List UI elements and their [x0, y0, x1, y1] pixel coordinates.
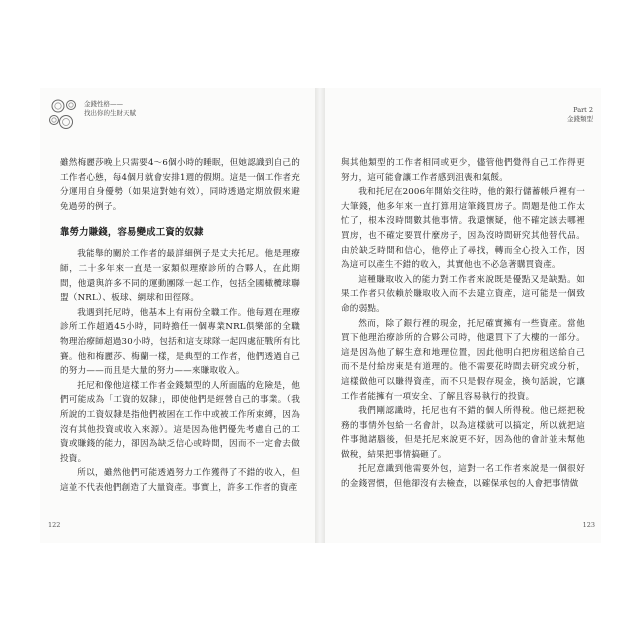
- paragraph: 雖然梅麗莎晚上只需要4～6個小時的睡眠，但她認識到自己的工作者心態，每4個月就會安排1週的假期。這是一個工作者充分運用自身優勢（如果這對她有效），同時透過定期放假來避免過勞的例子。: [60, 158, 300, 212]
- paragraph: 我能舉的關於工作者的最詳細例子是丈夫托尼。他是理療師，二十多年來一直是一家類似理療診所的合夥人，在此期間，他還與許多不同的運動團隊一起工作，包括全國橄欖球聯盟（NRL）、板球、網球和田徑隊。: [60, 249, 300, 304]
- paragraph: 與其他類型的工作者相同或更少，儘管他們覺得自己工作得更努力，這可能會讓工作者感到沮喪和氣餒。: [341, 158, 585, 183]
- section-label: 金錢類型: [567, 115, 593, 123]
- right-page: [325, 88, 601, 543]
- right-body-text: [341, 156, 585, 492]
- page-number: 123: [582, 521, 595, 529]
- paragraph: 這種賺取收入的能力對工作者來說既是優點又是缺點。如果工作者只依賴於賺取收入而不去建立資產，這可能是一個致命的弱點。: [341, 274, 585, 314]
- series-subtitle: 找出你的生財天賦: [84, 109, 136, 117]
- paragraph: 所以，雖然他們可能透過努力工作獲得了不錯的收入，但這並不代表他們創造了大量資產。事實上，許多工作者的資產: [60, 468, 300, 493]
- paragraph: 我遇到托尼時，他基本上有兩份全職工作。他每週在理療診所工作超過45小時，同時擔任一個專業NRL俱樂部的全職物理治療師超過30小時，包括和這支球隊一起四處征戰所有比賽。他和梅麗莎、梅蘭一樣，是典型的工作者，他們透過自己的努力——而且是大量的努力——來賺取收入。: [60, 307, 300, 377]
- left-page: [40, 88, 315, 543]
- book-gutter: [315, 88, 325, 543]
- paragraph: 托尼和像他這樣工作者金錢類型的人所面臨的危險是，他們可能成為「工資的奴隸」，即使他們是經營自己的事業。（我所說的工資奴隸是指他們被困在工作中或被工作所束縛，因為沒有其他投資或收入來源）。這是因為他們優先考慮自己的工資或賺錢的能力，卻因為缺乏信心或時間，因而不一定會去做投資。: [60, 380, 300, 464]
- left-body-text: [60, 156, 300, 495]
- part-label: Part 2: [573, 106, 593, 114]
- section-heading: 靠勞力賺錢，容易變成工資的奴隸: [60, 227, 204, 239]
- running-header: [84, 100, 136, 118]
- paragraph: 然而，除了銀行裡的現金，托尼確實擁有一些資產。當他買下他理治療診所的合夥公司時，他還買下了大樓的一部分。這是因為他了解生意和地理位置，因此他明白把房租送給自己而不是付給房東是有道理的。他不需要花時間去研究或分析，這樣做他可以賺得資產，而不只是假存現金，換句話說，它讓工作者能擁有一項安全、了解且容易執行的投資。: [341, 318, 585, 402]
- page-number: 122: [48, 521, 61, 529]
- series-title: 金錢性格——: [84, 100, 123, 108]
- running-header: [567, 106, 593, 124]
- paragraph: 我們剛認識時，托尼也有不錯的個人所得稅。他已經把稅務的事情外包給一名會計，以為這樣就可以搞定，所以就把這件事拋諸腦後，但是托尼來說更不好，因為他的會計並未幫他做稅，結果把事情搞砸了。: [341, 406, 585, 460]
- paragraph: 托尼意識到他需要外包，這對一名工作者來說是一個很好的金錢習慣，但他卻沒有去檢查，以確保承包的人會把事情做: [341, 464, 585, 490]
- coins-logo-icon: [46, 96, 84, 132]
- paragraph: 我和托尼在2006年開始交往時，他的銀行儲蓄帳戶裡有一大筆錢，他多年來一直打算用這筆錢買房子。問題是他工作太忙了，根本沒時間數其他事情。我還懷疑，他不確定該去哪裡買房，也不確定要買什麼房子，因為沒時間研究其他替代品。由於缺乏時間和信心，他停止了尋找，轉而全心投入工作，因為這可以產生不錯的收入，其實他也不必急著購買資產。: [341, 187, 585, 271]
